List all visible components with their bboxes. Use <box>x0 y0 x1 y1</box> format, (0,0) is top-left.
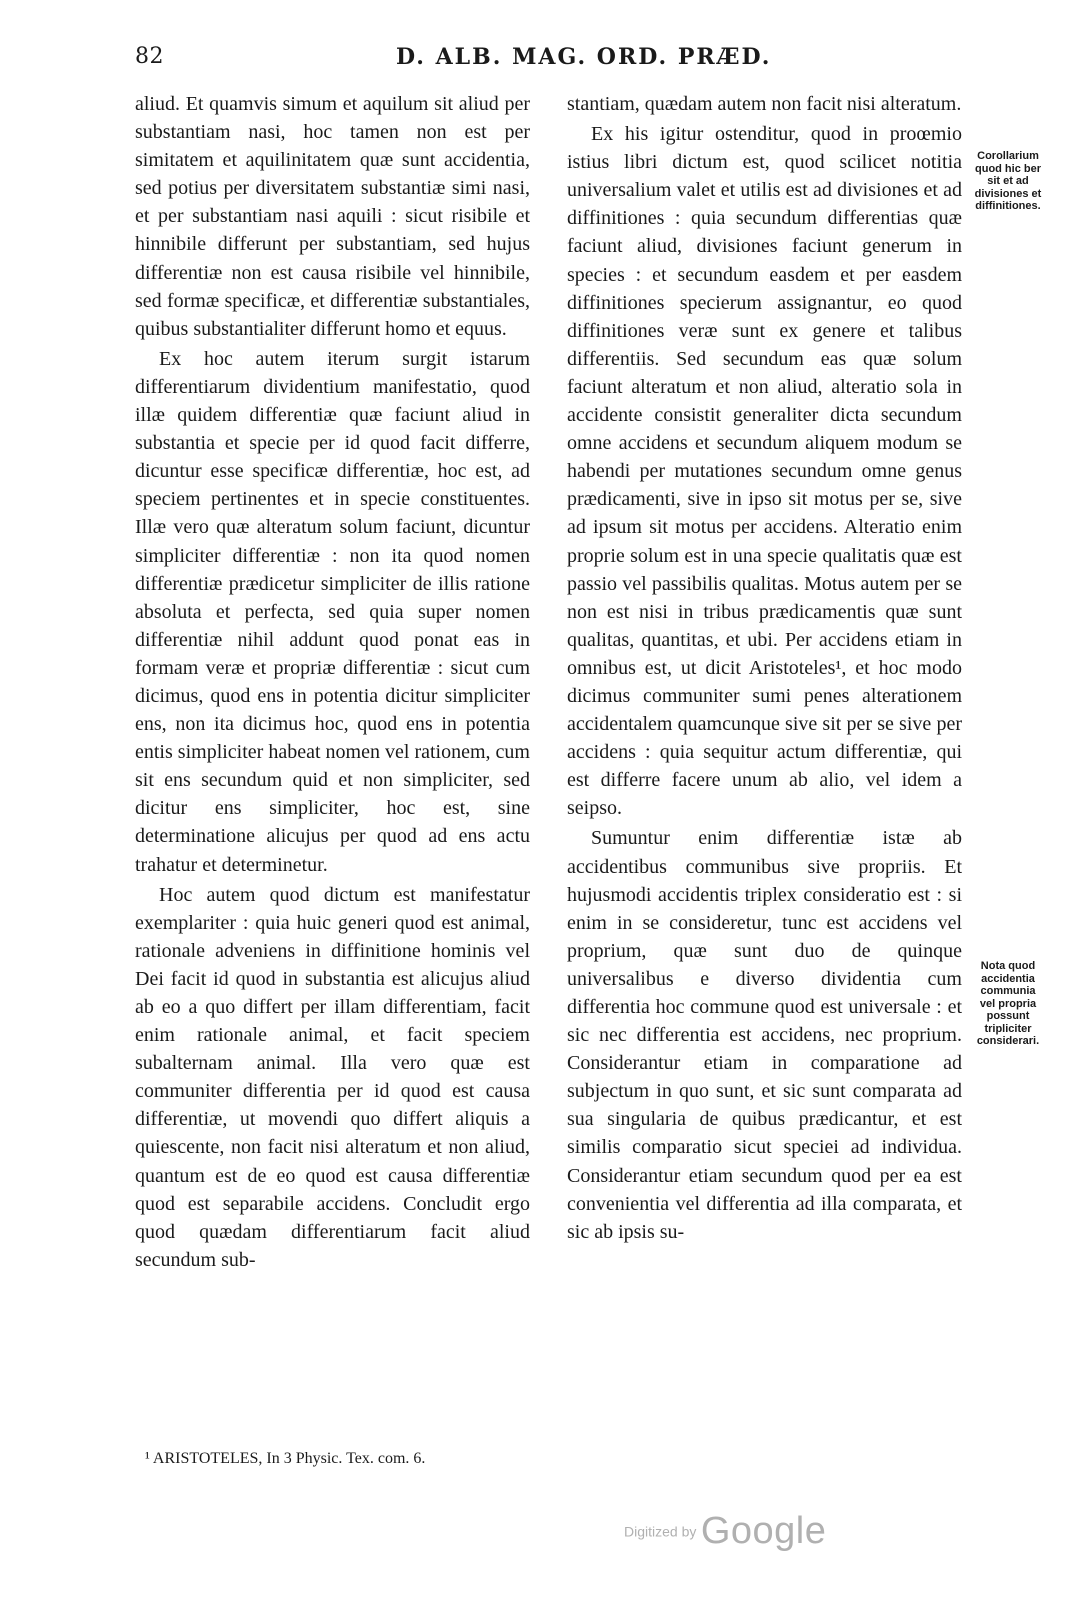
page-number: 82 <box>135 44 164 69</box>
right-column <box>567 90 962 1248</box>
left-paragraph-1: aliud. Et quamvis simum et aquilum sit aliud per substantiam nasi, hoc tamen non est per simitatem et aquilinitatem quæ sunt accidentia, sed potius per diversitatem substantiæ simi nasi, et per substantiam nasi aquili : sicut risibile et hinnibile differunt per substantiam, sed hujus differentiæ non est causa risibile vel hinnibile, sed formæ specificæ, et differentiæ substantiales, quibus substantialiter differunt homo et equus. <box>135 93 530 340</box>
footnote: ¹ ARISTOTELES, In 3 Physic. Tex. com. 6. <box>145 1450 426 1467</box>
right-paragraph-1: stantiam, quædam autem non facit nisi alteratum. <box>567 93 962 115</box>
left-paragraph-2: Ex hoc autem iterum surgit istarum differentiarum dividentium manifestatio, quod illæ quidem differentiæ quæ faciunt aliud in substantia et specie per id quod facit differre, dicuntur esse specificæ differentiæ, hoc est, ad speciem pertinentes et in specie constituentes. Illæ vero quæ alteratum solum faciunt, dicuntur simpliciter differentiæ : non ita quod nomen differentiæ prædicetur simpliciter de illis ratione absoluta et perfecta, sed quia super nomen differentiæ nihil addunt quod ponat eas in formam veræ et propriæ differentiæ : sicut cum dicimus, quod ens in potentia dicitur simpliciter ens, non ita dicimus hoc, quod ens in potentia entis simpliciter habeat nomen vel rationem, cum sit ens secundum quid et non simpliciter, sed dicitur ens simpliciter, hoc est, sine determinatione alicujus per quod ad ens actu trahatur et determinetur. <box>135 347 530 876</box>
left-paragraph-3: Hoc autem quod dictum est manifestatur exemplariter : quia huic generi quod est animal, rationale adveniens in diffinitione hominis vel Dei facit id quod in substantia est alicujus aliud ab eo a quo differt per illam differentiam, facit enim rationale animal, et facit speciem subalternam animal. Illa vero quæ est communiter differentia per id quod est causa differentiæ, ut movendi quo differt aliquis a quiescente, non facit nisi alteratum et non aliud, quantum est de eo quod est causa differentiæ quod est separabile accidens. Concludit ergo quod quædam differentiarum facit aliud secundum sub- <box>135 883 530 1271</box>
margin-note-nota: Nota quod accidentia communia vel propria possunt tripliciter considerari. <box>976 960 1040 1047</box>
digitized-watermark <box>624 1510 826 1553</box>
left-column <box>135 90 530 1276</box>
right-paragraph-2: Ex his igitur ostenditur, quod in proœmio istius libri dictum est, quod scilicet notitia universalium valet et utilis est ad divisiones et ad diffinitiones : quia secundum differentias quæ faciunt aliud, divisiones faciunt generum in species : et secundum easdem et per easdem diffinitiones specierum assignantur, eo quod diffinitiones veræ sunt ex genere et talibus differentiis. Sed secundum eas quæ solum faciunt alteratum et non aliud, alteratio sola in accidente consistit generaliter dicta secundum omne accidens et secundum aliquem modum se habendi per mutationes secundum omne genus prædicamenti, sive in ipso sit motus per se, sive ad ipsum sit motus per accidens. Alteratio enim proprie solum est in una specie qualitatis quæ est passio vel passibilis qualitas. Motus autem per se non est nisi in tribus prædicamentis quæ sunt qualitas, quantitas, et ubi. Per accidens etiam in omnibus est, ut dicit Aristoteles¹, et hoc modo dicimus communiter sumi penes alterationem accidentalem quamcunque sive sit per se sive per accidens : quia sequitur actum differentiæ, qui est differre facere unum ab alio, vel idem a seipso. <box>567 123 962 820</box>
right-paragraph-3: Sumuntur enim differentiæ istæ ab accidentibus communibus sive propriis. Et hujusmodi accidentis triplex consideratio est : si enim in se consideretur, tunc est accidens vel proprium, quæ sunt duo de quinque universalibus e diverso dividentia cum differentia hoc commune quod est universale : et sic nec differentia est accidens, nec proprium. Considerantur etiam in comparatione ad subjectum in quo sunt, et sic sunt comparata ad sua singularia de quibus prædicantur, et est similis comparatio sicut speciei ad individua. Considerantur etiam secundum quod per ea est convenientia vel differentia ad illa comparata, et sic ab ipsis su- <box>567 827 962 1243</box>
running-head: D. ALB. MAG. ORD. PRÆD. <box>396 44 772 70</box>
google-logo: Google <box>700 1510 827 1552</box>
margin-note-corollarium: Corollarium quod hic ber sit et ad divisiones et diffinitiones. <box>974 150 1042 212</box>
watermark-prefix: Digitized by <box>624 1523 697 1540</box>
